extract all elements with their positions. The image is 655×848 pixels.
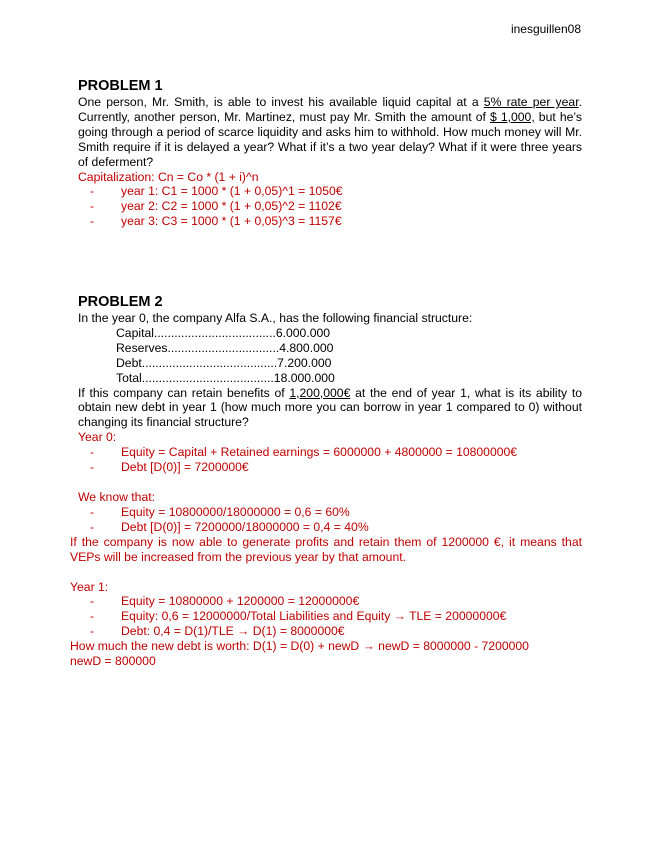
profit-explanation: If the company is now able to generate profits and retain them of 1200000 €, it means that VEPs will be increased from the previous year by that amount. — [70, 534, 582, 564]
statement-text: but he’s going through a period of scarce liquidity and asks him to withhold. How much money will Mr. Smith require if it is delayed a year? What if it’s a two year delay? What if it were three years of deferment? — [78, 109, 582, 169]
financial-structure — [116, 326, 582, 386]
retained-benefits: 1,200,000€ — [289, 385, 351, 400]
year1-label: Year 1: — [70, 579, 109, 594]
structure-row-debt: Debt........................................7.200.000 — [116, 355, 332, 370]
list-item: - Equity = 10800000 + 1200000 = 12000000€ — [90, 594, 582, 609]
list-item: - Debt: 0,4 = D(1)/TLE → D(1) = 8000000€ — [90, 624, 582, 639]
year0-label: Year 0: — [78, 430, 117, 445]
question-text: If this company can retain benefits of — [78, 385, 290, 400]
problem-2-question — [78, 386, 582, 431]
structure-row-reserves: Reserves.................................4.800.000 — [116, 340, 334, 355]
list-item: - Equity = Capital + Retained earnings = 6000000 + 4800000 = 10800000€ — [90, 445, 582, 460]
problem-1-answers — [78, 184, 582, 229]
year0-list — [78, 445, 582, 475]
new-debt-result: newD = 800000 — [70, 654, 156, 669]
list-item: - Equity: 0,6 = 12000000/Total Liabilities and Equity → TLE = 20000000€ — [90, 609, 582, 624]
problem-2-title: PROBLEM 2 — [78, 294, 163, 310]
question-text: at the end of year 1, what is its ability to obtain new debt in year 1 (how much more you can borrow in year 1 compared to 0) without changing its financial structure? — [78, 385, 582, 430]
list-item: - year 1: C1 = 1000 * (1 + 0,05)^1 = 1050€ — [90, 184, 582, 199]
year1-list — [78, 594, 582, 639]
problem-2 — [70, 294, 582, 669]
list-item: - year 2: C2 = 1000 * (1 + 0,05)^2 = 1102€ — [90, 199, 582, 214]
new-debt-line: How much the new debt is worth: D(1) = D(0) + newD → newD = 8000000 - 7200000 — [70, 639, 529, 654]
amount-owed: $ 1,000, — [489, 109, 535, 124]
statement-text: . Currently, another person, Mr. Martinez, must pay Mr. Smith the amount of — [78, 95, 582, 124]
problem-1-statement — [78, 95, 582, 170]
list-item: - Debt [D(0)] = 7200000€ — [90, 460, 582, 475]
problem-1 — [78, 78, 582, 229]
list-item: - Equity = 10800000/18000000 = 0,6 = 60% — [90, 505, 582, 520]
statement-text: One person, Mr. Smith, is able to invest his available liquid capital at a — [78, 95, 484, 109]
problem-1-title: PROBLEM 1 — [78, 78, 163, 94]
know-list — [78, 505, 582, 535]
structure-row-total: Total.......................................18.000.000 — [116, 370, 335, 385]
problem-2-intro: In the year 0, the company Alfa S.A., has the following financial structure: — [78, 311, 473, 325]
list-item: - year 3: C3 = 1000 * (1 + 0,05)^3 = 1157€ — [90, 214, 582, 229]
list-item: - Debt [D(0)] = 7200000/18000000 = 0,4 = 40% — [90, 520, 582, 535]
capitalization-formula: Capitalization: Cn = Co * (1 + i)^n — [78, 169, 259, 184]
header-username: inesguillen08 — [510, 22, 581, 36]
interest-rate: 5% rate per year — [483, 95, 579, 109]
know-label: We know that: — [78, 489, 155, 504]
structure-row-capital: Capital....................................6.000.000 — [116, 325, 331, 340]
